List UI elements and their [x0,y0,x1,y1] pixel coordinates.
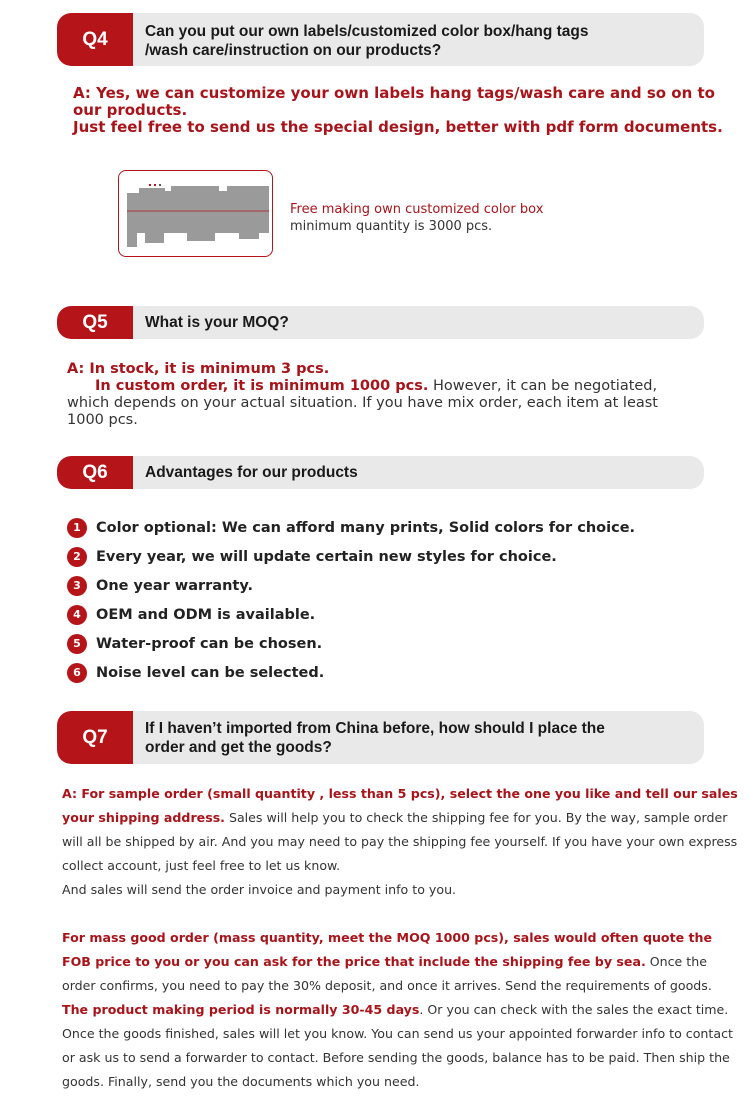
q7-sample-line2: And sales will send the order invoice and payment info to you. [62,882,457,897]
q5-answer-line1: A: In stock, it is minimum 3 pcs. [67,361,330,377]
number-badge: 5 [67,634,87,654]
q7-mass-red: For mass good order (mass quantity, meet the MOQ 1000 pcs), sales would often quote the FOB price to you or you can ask for the price that include the shipping fee by sea. [62,930,713,969]
q5-answer-line2-red: In custom order, it is minimum 1000 pcs. [95,378,429,394]
q6-tag: Q6 [57,456,133,489]
list-item-text: One year warranty. [96,577,253,594]
q5-answer-line3: which depends on your actual situation. If you have mix order, each item at least [67,395,658,411]
q7-answer-sample [62,782,738,902]
q5-answer-line2-rest: However, it can be negotiated, [428,378,658,394]
q4-question-bar [57,13,704,66]
advantages-list [67,513,717,687]
list-item [67,571,717,600]
q5-answer-line2 [67,378,727,395]
q7-question-line1: If I haven’t imported from China before, how should I place the [145,720,605,737]
color-box-caption-sub: minimum quantity is 3000 pcs. [290,219,493,234]
q5-answer-line4: 1000 pcs. [67,412,138,428]
number-badge: 2 [67,547,87,567]
q7-sample-red: A: For sample order (small quantity , less than 5 pcs), select the one you like and tell our sales your shipping address. [62,786,738,825]
number-badge: 4 [67,605,87,625]
q7-tag: Q7 [57,711,133,764]
q5-tag: Q5 [57,306,133,339]
list-item-text: Water-proof can be chosen. [96,635,323,652]
q4-answer [73,84,723,136]
list-item [67,542,717,571]
list-item [67,513,717,542]
q4-answer-line2: our products. [73,101,188,119]
list-item-text: Color optional: We can afford many prints, Solid colors for choice. [96,519,636,536]
color-box-caption [290,201,543,235]
q7-mass-mid: Once the order confirms, you need to pay the 30% deposit, and once it arrives. Send the requirements of goods. [62,954,712,993]
q4-question-line1: Can you put our own labels/customized color box/hang tags [145,23,589,40]
q4-question [145,22,684,60]
number-badge: 3 [67,576,87,596]
list-item-text: Noise level can be selected. [96,664,325,681]
q7-answer-mass [62,926,738,1094]
color-box-image [118,170,273,257]
q7-question [145,719,684,757]
list-item [67,629,717,658]
number-badge: 6 [67,663,87,683]
q6-question-bar [57,456,704,489]
list-item [67,658,717,687]
list-item [67,600,717,629]
number-badge: 1 [67,518,87,538]
q7-mass-rest: . Or you can check with the sales the exact time. Once the goods finished, sales will let you know. You can send us your appointed forwarder info to contact or ask us to send a forwarder to contact. Before sending the goods, balance has to be paid. Then ship the goods. Finally, send you the documents which you need. [62,1002,733,1089]
q7-mass-red2: The product making period is normally 30-45 days [62,1002,420,1017]
q7-sample-rest: Sales will help you to check the shipping fee for you. By the way, sample order will all be shipped by air. And you may need to pay the shipping fee yourself. If you have your own express collect account, just feel free to let us know. [62,810,738,873]
q4-answer-line1: A: Yes, we can customize your own labels hang tags/wash care and so on to [73,84,715,102]
q7-question-line2: order and get the goods? [145,739,332,756]
list-item-text: Every year, we will update certain new styles for choice. [96,548,557,565]
q5-question: What is your MOQ? [145,314,289,331]
q4-question-line2: /wash care/instruction on our products? [145,42,442,59]
q4-answer-line3: Just feel free to send us the special design, better with pdf form documents. [73,118,723,136]
die-cut-box-drawing [119,171,274,258]
q5-answer [67,361,727,429]
q5-question-bar [57,306,704,339]
q4-tag: Q4 [57,13,133,66]
q6-question: Advantages for our products [145,464,358,481]
color-box-caption-title: Free making own customized color box [290,202,544,217]
q7-question-bar [57,711,704,764]
list-item-text: OEM and ODM is available. [96,606,316,623]
